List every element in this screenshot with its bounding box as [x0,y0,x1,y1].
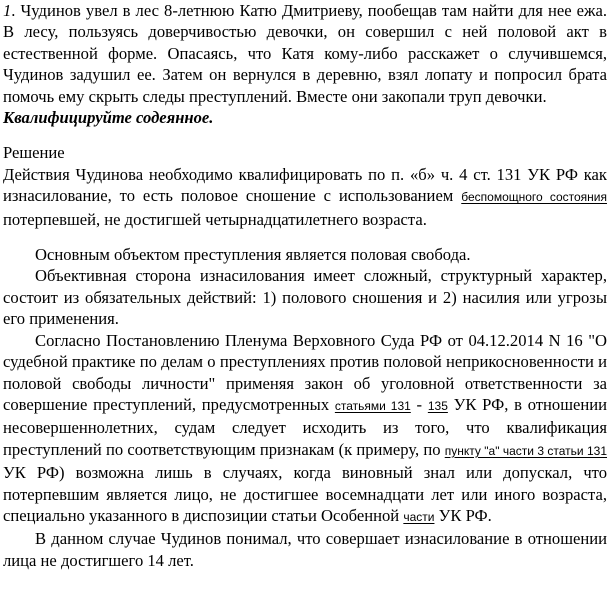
task-number: 1 [3,1,12,20]
qualification-text-end: потерпевшей, не достигшей четырнадцатилетнего возраста. [3,209,427,229]
special-part-link[interactable]: части [403,509,435,524]
qualification-paragraph [3,164,607,230]
task-paragraph [3,0,607,107]
plenum-text-3: УК РФ) возможна лишь в случаях, когда виновный знал или допускал, что потерпевшим является лицо, не достигшее восемнадцати лет или иного возраста, специально указанного в диспозиции статьи Особенной [3,463,607,525]
task-question: Квалифицируйте содеянное. [3,108,214,128]
object-paragraph: Основным объектом преступления является половая свобода. [35,245,471,265]
plenum-text-2: УК РФ, в отношении несовершеннолетних, судам следует исходить из того, что квалификация преступлений по соответствующим признакам (к примеру, по [3,394,608,459]
solution-heading: Решение [3,143,65,163]
qualification-text-start: Действия Чудинова необходимо квалифицировать по п. «б» ч. 4 ст. 131 УК РФ как изнасилование, то есть половое сношение с использованием [3,164,607,206]
conclusion-paragraph: В данном случае Чудинов понимал, что совершает изнасилование в отношении лица не достигшего 14 лет. [3,529,607,570]
plenum-paragraph [3,330,607,529]
article-135-link[interactable]: 135 [427,398,448,413]
blank-line [3,230,607,244]
objective-side-paragraph: Объективная сторона изнасилования имеет сложный, структурный характер, состоит из обязательных действий: 1) полового сношения и 2) насилия или угрозы его применения. [3,266,607,329]
dash-text: - [410,394,428,414]
blank-line [3,128,607,142]
articles-131-link[interactable]: статьями 131 [334,398,411,413]
helpless-state-link[interactable]: беспомощного состояния [461,190,607,205]
plenum-text-4: УК РФ. [434,505,492,525]
task-text: . Чудинов увел в лес 8-летнюю Катю Дмитриеву, пообещав там найти для нее ежа. В лесу, пользуясь доверчивостью девочки, он совершил с ней половой акт в естественной форме. Опасаясь, что Катя кому-либо расскажет о случившемся, Чудинов задушил ее. Затем он вернулся в деревню, взял лопату и попросил брата помочь ему скрыть следы преступлений. Вместе они закопали труп девочки. [3,1,607,106]
clause-a-part-3-article-131-link[interactable]: пункту "а" части 3 статьи 131 [444,443,608,458]
plenum-text-1: Согласно Постановлению Пленума Верховного Суда РФ от 04.12.2014 N 16 "О судебной практике по делам о преступлениях против половой неприкосновенности и половой свободы личности" применяя закон об уголовной ответственности за совершение преступлений, предусмотренных [3,330,607,414]
